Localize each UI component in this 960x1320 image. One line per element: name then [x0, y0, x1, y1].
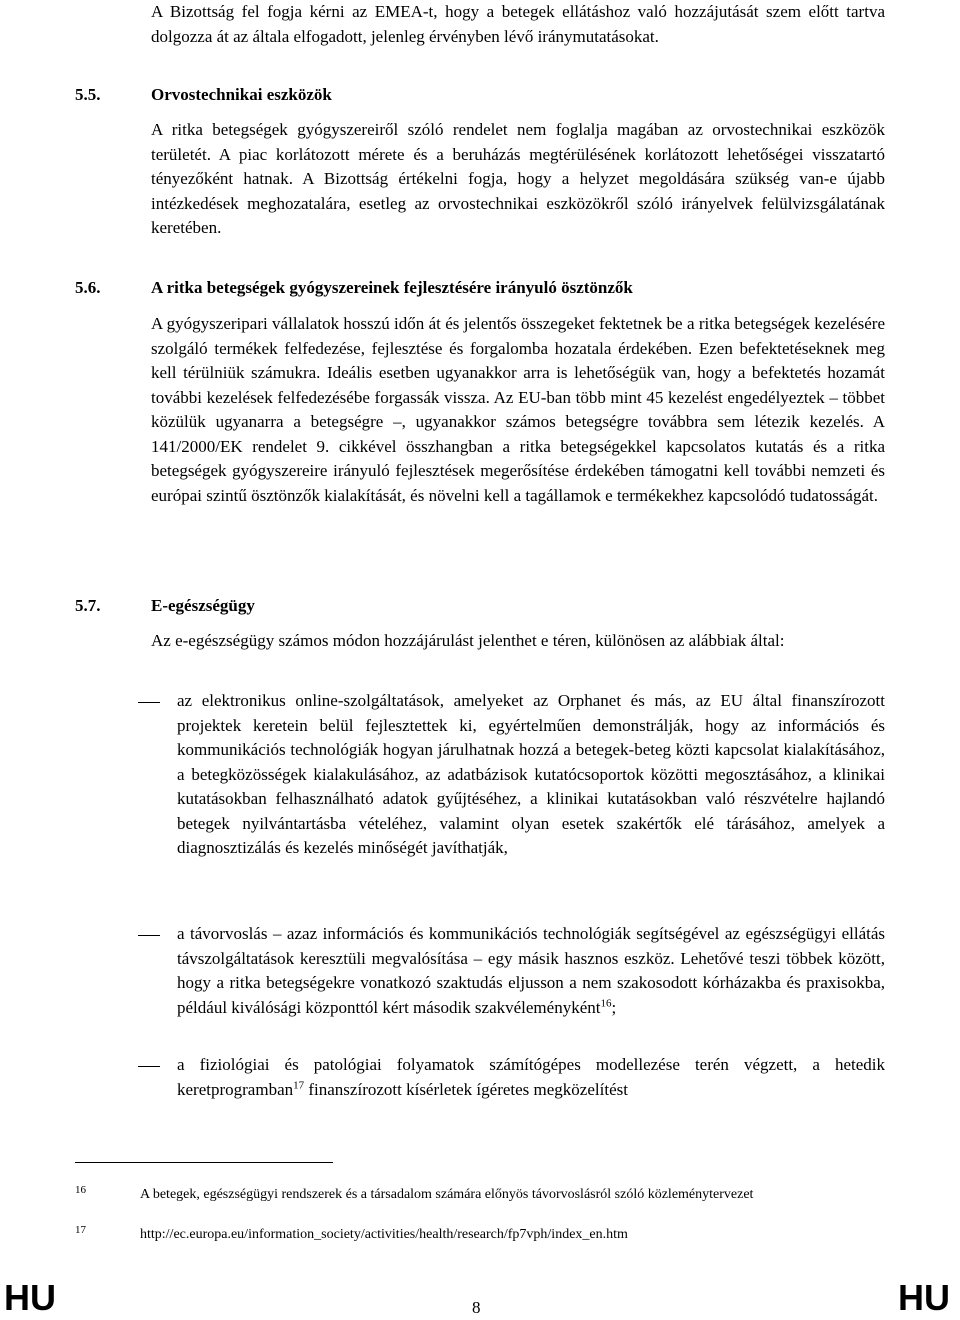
list-item: a távorvoslás – azaz információs és kommunikációs technológiák segítségével az egészségügyi ellátás távszolgáltatások keresztüli megvalósítása – egy másik hasznos eszköz. Lehetővé teszi többek között, hogy a ritka betegségekre vonatkozó szaktudás eljusson a nem szakosodott kórházakba és praxisokba, például kiválósági központtól kért második szakvéleményként$^{16}$;	[177, 924, 885, 1017]
section-title: Orvostechnikai eszközök	[151, 85, 332, 104]
footnote-number: 17	[75, 1224, 86, 1236]
section-number: 5.5.	[75, 85, 101, 104]
intro-paragraph: A Bizottság fel fogja kérni az EMEA-t, hogy a betegek ellátáshoz való hozzájutását szem előtt tartva dolgozza át az általa elfogadott, jelenleg érvényben lévő iránymutatásokat.	[151, 2, 885, 46]
footnote-text: A betegek, egészségügyi rendszerek és a társadalom számára előnyös távorvoslásról szóló közleménytervezet	[140, 1187, 754, 1202]
language-code-right: HU	[898, 1277, 950, 1318]
section-body: A gyógyszeripari vállalatok hosszú időn át és jelentős összegeket fektetnek be a ritka betegségek kezelésére szolgáló termékek felfedezése, fejlesztése és forgalomba hozatala érdekében. Ezen befektetéseknek meg kell térülniük számukra. Ideális esetben ugyanakkor arra is lehetőségük van, hogy a befektetés hozamát további kezelések felfedezésébe forgassák vissza. Az EU-ban több mint 45 kezelést engedélyeztek – többet közülük ugyanarra a betegségre –, ugyanakkor számos betegségre továbbra sem létezik kezelés. A 141/2000/EK rendelet 9. cikkével összhangban a ritka betegségekkel kapcsolatos kutatás és a ritka betegségek gyógyszereire irányuló fejlesztések megerősítése érdekében támogatni kell további nemzeti és európai szintű ösztönzők kialakítását, és növelni kell a tagállamok e termékekhez kapcsolódó tudatosságát.	[151, 314, 885, 505]
section-title: A ritka betegségek gyógyszereinek fejlesztésére irányuló ösztönzők	[151, 278, 633, 297]
footnote-ref: 16	[600, 996, 612, 1009]
section-title: E-egészségügy	[151, 596, 255, 615]
section-body: A ritka betegségek gyógyszereiről szóló rendelet nem foglalja magában az orvostechnikai eszközök területét. A piac korlátozott mérete és a beruházás megtérülésének korlátozott lehetőségei visszatartó tényezőként hatnak. A Bizottság értékelni fogja, hogy a helyzet megoldására szükség van-e újabb intézkedések meghozatalára, esetleg az orvostechnikai eszközökről szóló irányelvek felülvizsgálatának keretében.	[151, 120, 885, 237]
list-dash	[138, 1066, 160, 1067]
list-dash	[138, 935, 160, 936]
list-dash	[138, 702, 160, 703]
footnote-separator	[75, 1162, 333, 1163]
footnote-number: 16	[75, 1184, 86, 1196]
footnote-link[interactable]: http://ec.europa.eu/information_society/activities/health/research/fp7vph/index_en.htm	[140, 1227, 628, 1242]
footnote-ref: 17	[293, 1078, 305, 1091]
language-code-left: HU	[4, 1277, 56, 1318]
section-number: 5.7.	[75, 596, 101, 615]
section-number: 5.6.	[75, 278, 101, 297]
section-body: Az e-egészségügy számos módon hozzájárulást jelenthet e téren, különösen az alábbiak által:	[151, 631, 785, 650]
list-item: a fiziológiai és patológiai folyamatok számítógépes modellezése terén végzett, a hetedik keretprogramban$^{17}$ finanszírozott kísérletek ígéretes megközelítést	[177, 1055, 885, 1099]
page-number: 8	[472, 1298, 481, 1317]
list-item: az elektronikus online-szolgáltatások, amelyeket az Orphanet és más, az EU által finanszírozott projektek keretein belül fejlesztettek ki, egyértelműen demonstrálják, hogy az információs és kommunikációs technológiák hogyan járulhatnak hozzá a betegek-beteg közti kapcsolat kialakításához, a betegközösségek kialakulásához, az adatbázisok kutatócsoportok közötti megosztásához, a klinikai kutatásokban felhasználható adatok gyűjtéséhez, a klinikai kutatásokban való részvételre hajlandó betegek nyilvántartásba vételéhez, valamint olyan esetek szakértők elé tárásához, amelyek a diagnosztizálás és kezelés minőségét javíthatják,	[177, 691, 885, 857]
